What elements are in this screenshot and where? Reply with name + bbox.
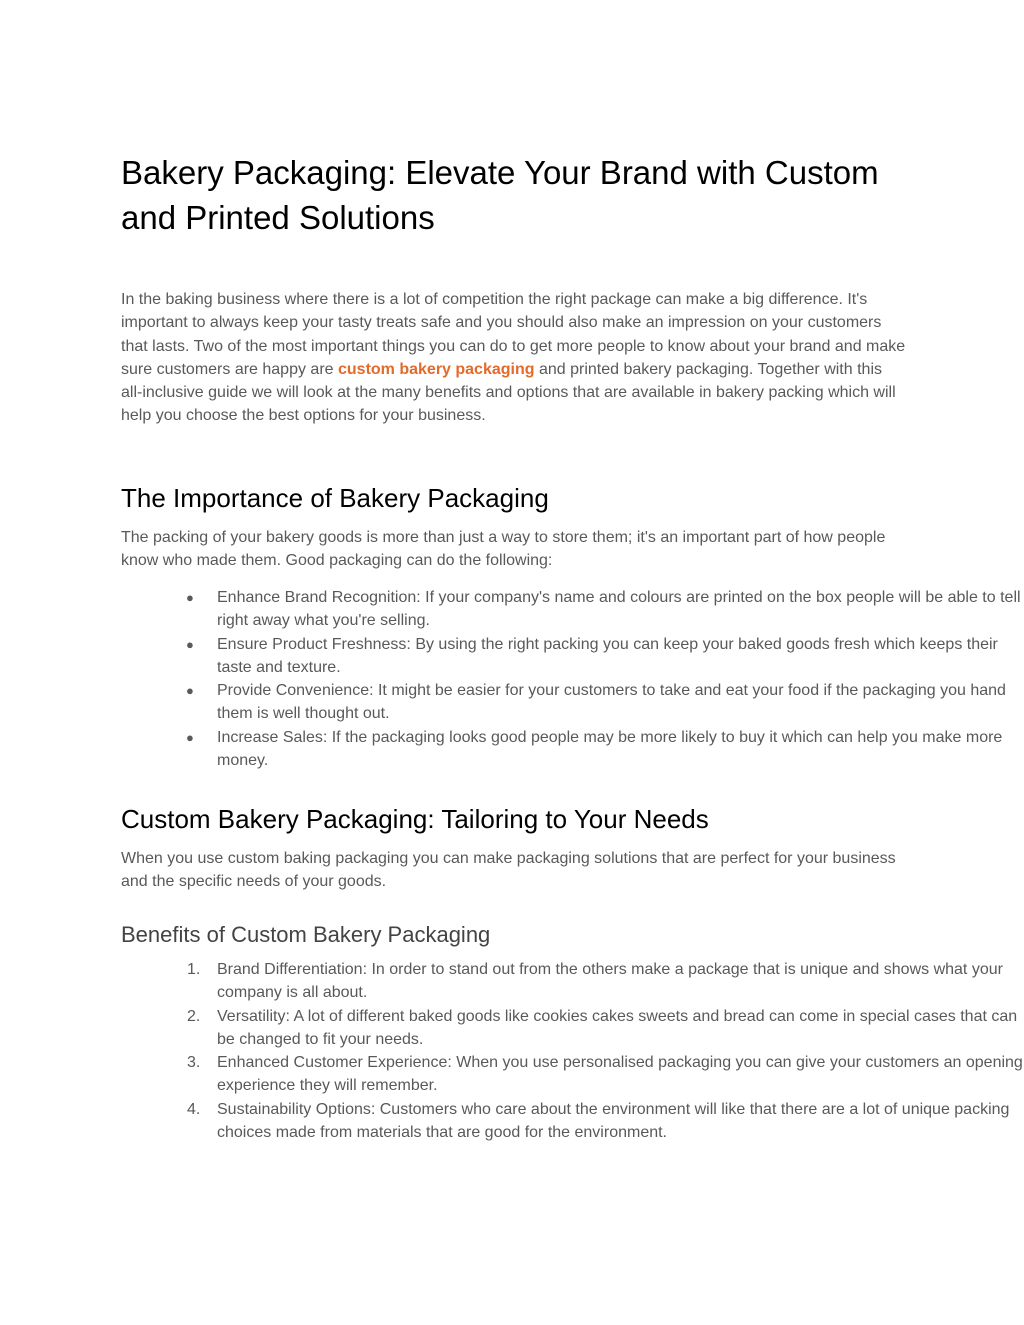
list-item: [121, 586, 1024, 633]
list-item: [121, 1051, 1024, 1098]
list-item: [121, 633, 1024, 680]
list-item: [121, 679, 1024, 726]
list-item: [121, 1005, 1024, 1052]
bullet-icon: ●: [186, 729, 194, 745]
list-item-text: Enhance Brand Recognition: If your company's name and colours are printed on the box people will be able to tell right away what you're selling.: [217, 589, 1021, 630]
importance-bullet-list: [0, 586, 1024, 772]
intro-text-after: and printed bakery packaging. Together with this all-inclusive guide we will look at the many benefits and options that are available in bakery packing which will help you choose the best options for your business.: [121, 360, 896, 425]
bullet-icon: ●: [186, 636, 194, 652]
page-title: Bakery Packaging: Elevate Your Brand with Custom and Printed Solutions: [121, 154, 879, 236]
bullet-icon: ●: [186, 683, 194, 699]
custom-bakery-packaging-link[interactable]: custom bakery packaging: [338, 360, 535, 378]
list-item: [121, 958, 1024, 1005]
list-number: 1.: [187, 961, 201, 978]
list-item-text: Versatility: A lot of different baked goods like cookies cakes sweets and bread can come in special cases that can be changed to fit your needs.: [217, 1007, 1018, 1048]
list-item-text: Increase Sales: If the packaging looks good people may be more likely to buy it which can help you make more money.: [217, 728, 1003, 770]
section-heading-custom: Custom Bakery Packaging: Tailoring to Your Needs: [121, 804, 709, 834]
list-number: 2.: [187, 1007, 201, 1025]
importance-paragraph: The packing of your bakery goods is more than just a way to store them; it's an important part of how people know who made them. Good packaging can do the following:: [121, 529, 886, 570]
list-item-text: Enhanced Customer Experience: When you use personalised packaging you can give your customers an opening experience they will remember.: [217, 1054, 1023, 1095]
list-item: [121, 1098, 1024, 1145]
list-item-text: Sustainability Options: Customers who care about the environment will like that there are a lot of unique packing choices made from materials that are good for the environment.: [217, 1100, 1010, 1142]
benefits-numbered-list: [0, 958, 1024, 1144]
list-number: 3.: [187, 1054, 201, 1072]
intro-text-before: In the baking business where there is a lot of competition the right package can make a big difference. It's important to always keep your tasty treats safe and you should also make an impression on your customers that lasts. Two of the most important things you can do to get more people to know about your brand and make sure customers are happy are: [121, 291, 906, 378]
subsection-heading-benefits: Benefits of Custom Bakery Packaging: [121, 922, 491, 947]
list-item-text: Ensure Product Freshness: By using the right packing you can keep your baked goods fresh which keeps their taste and texture.: [217, 635, 998, 676]
list-number: 4.: [187, 1100, 201, 1118]
list-item-text: Provide Convenience: It might be easier for your customers to take and eat your food if the packaging you hand them is well thought out.: [217, 682, 1006, 723]
intro-paragraph: [121, 288, 907, 428]
bullet-icon: ●: [186, 590, 194, 605]
list-item: [121, 726, 1024, 773]
custom-paragraph: When you use custom baking packaging you can make packaging solutions that are perfect for your business and the specific needs of your goods.: [121, 850, 896, 891]
section-heading-importance: The Importance of Bakery Packaging: [121, 483, 549, 513]
list-item-text: Brand Differentiation: In order to stand out from the others make a package that is unique and shows what your company is all about.: [217, 961, 1003, 1002]
